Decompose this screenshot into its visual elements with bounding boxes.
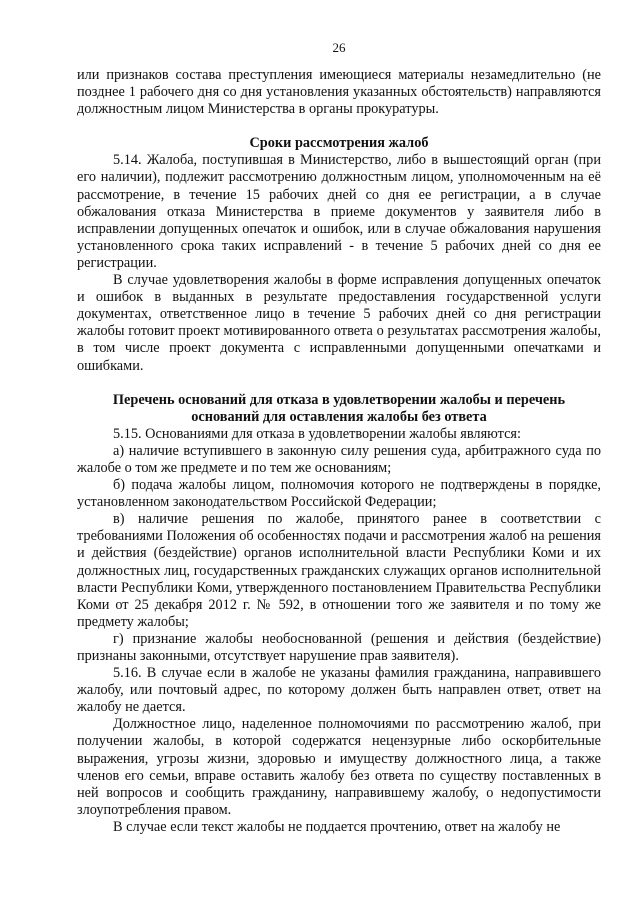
list-item-v: в) наличие решения по жалобе, принятого ранее в соответствии с требованиями Положения об особенностях подачи и рассмотрения жалоб на решения и действия (бездействие) органов исполнительной власти Республики Коми и их должностных лиц, государственных гражданских служащих органов исполнительной власти Республики Коми, утвержденного постановлением Правительства Республики Коми от 25 декабря 2012 г. № 592, в отношении того же заявителя и по тому же предмету жалобы; (77, 511, 601, 630)
section-heading-line-2: оснований для оставления жалобы без ответа (191, 408, 487, 425)
list-item-b: б) подача жалобы лицом, полномочия которого не подтверждены в порядке, установленном законодательством Российской Федерации; (77, 477, 601, 511)
paragraph-5-14: 5.14. Жалоба, поступившая в Министерство, либо в вышестоящий орган (при его наличии), подлежит рассмотрению должностным лицом, уполномоченным на её рассмотрение, в течение 15 рабочих дней со дня ее регистрации, а в случае обжалования отказа Министерства в приеме документов у заявителя либо в исправлении допущенных опечаток и ошибок, или в случае обжалования нарушения установленного срока таких исправлений - в течение 5 рабочих дней со дня ее регистрации. (77, 152, 601, 271)
document-page (77, 40, 601, 836)
paragraph-continuation: или признаков состава преступления имеющиеся материалы незамедлительно (не позднее 1 рабочего дня со дня установления указанных обстоятельств) направляются должностным лицом Министерства в органы прокуратуры. (77, 67, 601, 118)
paragraph-5-15: 5.15. Основаниями для отказа в удовлетворении жалобы являются: (113, 425, 521, 442)
paragraph-unreadable-text: В случае если текст жалобы не поддается прочтению, ответ на жалобу не (113, 818, 561, 835)
section-heading-review-terms: Сроки рассмотрения жалоб (249, 135, 429, 152)
section-heading-refusal-grounds (77, 392, 601, 426)
paragraph-typo-correction: В случае удовлетворения жалобы в форме исправления допущенных опечаток и ошибок в выданных в результате предоставления государственной услуги документах, ответственное лицо в течение 5 рабочих дней со дня регистрации жалобы готовит проект мотивированного ответа о результатах рассмотрения жалобы, в том числе проект документа с исправленными допущенными опечатками и ошибками. (77, 272, 601, 374)
paragraph-5-16: 5.16. В случае если в жалобе не указаны фамилия гражданина, направившего жалобу, или почтовый адрес, по которому должен быть направлен ответ, ответ на жалобу не дается. (77, 665, 601, 716)
page-number: 26 (332, 40, 346, 55)
list-item-a: а) наличие вступившего в законную силу решения суда, арбитражного суда по жалобе о том же предмете и по тем же основаниям; (77, 442, 601, 476)
list-item-g: г) признание жалобы необоснованной (решения и действия (бездействие) признаны законными, отсутствует нарушение прав заявителя). (77, 630, 601, 664)
paragraph-official-rights: Должностное лицо, наделенное полномочиями по рассмотрению жалоб, при получении жалобы, в которой содержатся нецензурные либо оскорбительные выражения, угрозы жизни, здоровью и имуществу должностного лица, а также членов его семьи, вправе оставить жалобу без ответа по существу поставленных в ней вопросов и сообщить гражданину, направившему жалобу, о недопустимости злоупотребления правом. (77, 716, 601, 818)
section-heading-line-1: Перечень оснований для отказа в удовлетворении жалобы и перечень (112, 391, 566, 408)
